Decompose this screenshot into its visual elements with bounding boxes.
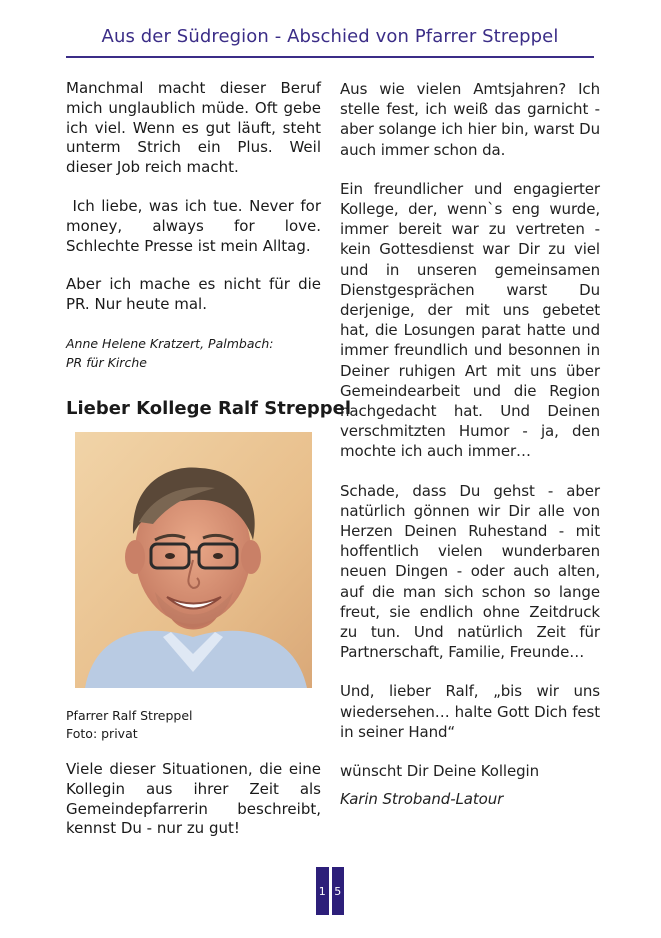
photo-caption <box>66 707 321 743</box>
page-number <box>316 867 344 915</box>
left-paragraph-1: Manchmal macht dieser Beruf mich unglaublich müde. Oft gebe ich viel. Wenn es gut läuft, steht unterm Strich ein Plus. Weil dieser Job reich macht. <box>66 79 321 177</box>
caption-credit: Foto: privat <box>66 726 138 741</box>
left-column <box>66 79 326 372</box>
quote-author-role: PR für Kirche <box>66 354 147 370</box>
letter-signature: Karin Stroband-Latour <box>340 790 504 809</box>
right-paragraph-4: Und, lieber Ralf, „bis wir uns wiedersehen… halte Gott Dich fest in seiner Hand“ <box>340 682 600 741</box>
right-paragraph-1: Aus wie vielen Amtsjahren? Ich stelle fest, ich weiß das garnicht - aber solange ich hier bin, warst Du auch immer schon da. <box>340 80 600 159</box>
right-paragraph-2: Ein freundlicher und engagierter Kollege, der, wenn`s eng wurde, immer bereit war zu vertreten - kein Gottesdienst war Dir zu viel und in unseren gemeinsamen Dienstgesprächen warst Du derjenige, der mit uns gebetet hat, die Losungen parat hatte und immer freundlich und besonnen in Deiner ruhigen Art mit uns über Gemeindearbeit und die Region nachgedacht hat. Und Deinen verschmitzten Humor - ja, den mochte ich auch immer… <box>340 179 600 461</box>
portrait-photo <box>75 432 312 688</box>
left-paragraph-2: Ich liebe, was ich tue. Never for money, always for love. Schlechte Presse ist mein Alltag. <box>66 196 326 255</box>
closing-block <box>66 760 321 839</box>
closing-paragraph: Viele dieser Situationen, die eine Kollegin aus ihrer Zeit als Gemeindepfarrerin beschreibt, kennst Du - nur zu gut! <box>66 760 321 838</box>
caption-name: Pfarrer Ralf Streppel <box>66 708 193 723</box>
left-paragraph-3: Aber ich mache es nicht für die PR. Nur heute mal. <box>66 275 321 314</box>
page-digit-1: 1 <box>316 867 329 915</box>
quote-author: Anne Helene Kratzert, Palmbach: <box>66 335 274 351</box>
page-header-title: Aus der Südregion - Abschied von Pfarrer Streppel <box>101 26 559 47</box>
page-digit-2: 5 <box>332 867 345 915</box>
right-paragraph-5: wünscht Dir Deine Kollegin <box>340 762 540 781</box>
section-heading: Lieber Kollege Ralf Streppel <box>66 398 352 419</box>
right-column <box>340 79 600 829</box>
right-paragraph-3: Schade, dass Du gehst - aber natürlich gönnen wir Dir alle von Herzen Deinen Ruhestand - mit hoffentlich vielen wunderbaren neuen Dingen - oder auch alten, auf die man sich schon so lange freut, sie endlich ohne Zeitdruck zu tun. Und natürlich Zeit für Partnerschaft, Familie, Freunde… <box>340 481 600 662</box>
header-divider <box>66 56 594 58</box>
